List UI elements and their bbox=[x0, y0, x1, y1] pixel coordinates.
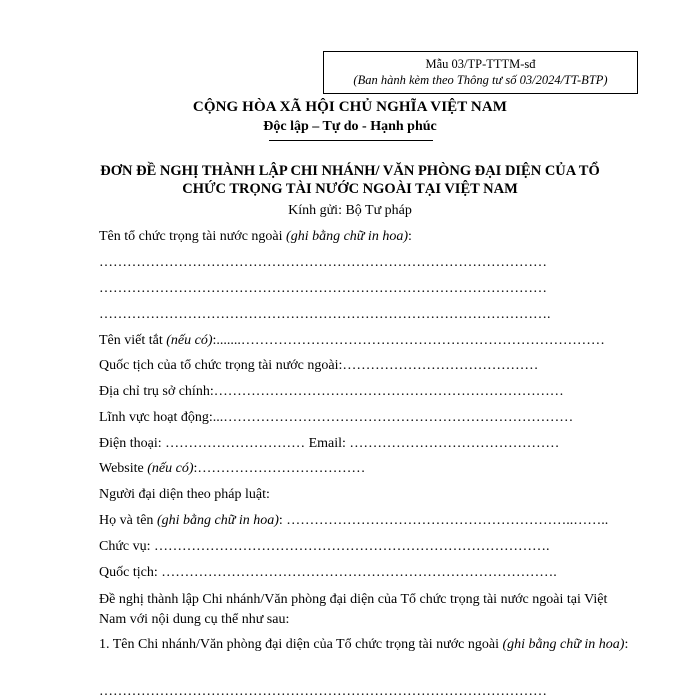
item-1-paragraph bbox=[99, 635, 635, 655]
form-code: Mẫu 03/TP-TTTM-sđ bbox=[425, 57, 536, 71]
org-name-suffix: : bbox=[407, 229, 412, 244]
greeting: Kính gửi: Bộ Tư pháp bbox=[288, 203, 412, 218]
short-name-hint: (nếu có) bbox=[166, 333, 213, 348]
full-name-label: Họ và tên bbox=[99, 513, 157, 528]
motto: Độc lập – Tự do - Hạnh phúc bbox=[263, 119, 437, 134]
org-name-label: Tên tổ chức trọng tài nước ngoài bbox=[99, 229, 287, 244]
website-row[interactable] bbox=[99, 461, 365, 477]
document-title bbox=[0, 162, 700, 198]
request-paragraph: Đề nghị thành lập Chi nhánh/Văn phòng đại diện của Tổ chức trọng tài nước ngoài tại Việt Nam với nội dung cụ thể như sau: bbox=[99, 592, 608, 627]
website-field[interactable]: :……………………………… bbox=[193, 461, 366, 476]
item-1-field-line[interactable]: …………………………………………………………………………………… bbox=[99, 684, 547, 699]
item-1-label: 1. Tên Chi nhánh/Văn phòng đại diện của Tổ chức trọng tài nước ngoài bbox=[99, 637, 503, 652]
form-code-box bbox=[323, 51, 638, 94]
rep-nationality-row[interactable]: Quốc tịch: …………………………………………………………………………. bbox=[99, 565, 557, 580]
org-name-hint: (ghi bằng chữ in hoa) bbox=[286, 229, 408, 244]
address-row[interactable]: Địa chỉ trụ sở chính:………………………………………………………………… bbox=[99, 384, 564, 399]
short-name-label: Tên viết tắt bbox=[99, 333, 167, 348]
legal-representative-label: Người đại diện theo pháp luật: bbox=[99, 487, 270, 502]
nationality-row[interactable]: Quốc tịch của tổ chức trọng tài nước ngoài:…………………………………… bbox=[99, 358, 539, 373]
full-name-field[interactable]: : ……………………………………………………..…….. bbox=[278, 513, 609, 528]
title-line-1: ĐƠN ĐỀ NGHỊ THÀNH LẬP CHI NHÁNH/ VĂN PHÒNG ĐẠI DIỆN CỦA TỔ bbox=[100, 163, 600, 179]
issued-note: (Ban hành kèm theo Thông tư số 03/2024/TT-BTP) bbox=[353, 73, 608, 87]
org-name-field-line-1[interactable]: …………………………………………………………………………………… bbox=[99, 255, 547, 270]
item-1-suffix: : bbox=[624, 637, 629, 652]
full-name-row[interactable] bbox=[99, 513, 608, 529]
motto-underline bbox=[269, 140, 433, 141]
org-name-label-row bbox=[99, 229, 412, 245]
short-name-row[interactable] bbox=[99, 333, 605, 349]
title-line-2: CHỨC TRỌNG TÀI NƯỚC NGOÀI TẠI VIỆT NAM bbox=[182, 181, 518, 197]
item-1-hint: (ghi bằng chữ in hoa) bbox=[502, 637, 625, 652]
org-name-field-line-3[interactable]: ……………………………………………………………………………………. bbox=[99, 307, 551, 322]
short-name-field[interactable]: :.......…………………………………………………………………… bbox=[212, 333, 605, 348]
field-of-activity-row[interactable]: Lĩnh vực hoạt động:...………………………………………………………………… bbox=[99, 410, 574, 425]
org-name-field-line-2[interactable]: …………………………………………………………………………………… bbox=[99, 281, 547, 296]
position-row[interactable]: Chức vụ: …………………………………………………………………………. bbox=[99, 539, 550, 554]
website-hint: (nếu có) bbox=[147, 461, 194, 476]
full-name-hint: (ghi bằng chữ in hoa) bbox=[156, 513, 279, 528]
website-label: Website bbox=[99, 461, 148, 476]
phone-email-row[interactable]: Điện thoại: ………………………… Email: ……………………………………… bbox=[99, 436, 560, 451]
nation-heading: CỘNG HÒA XÃ HỘI CHỦ NGHĨA VIỆT NAM bbox=[192, 99, 508, 115]
